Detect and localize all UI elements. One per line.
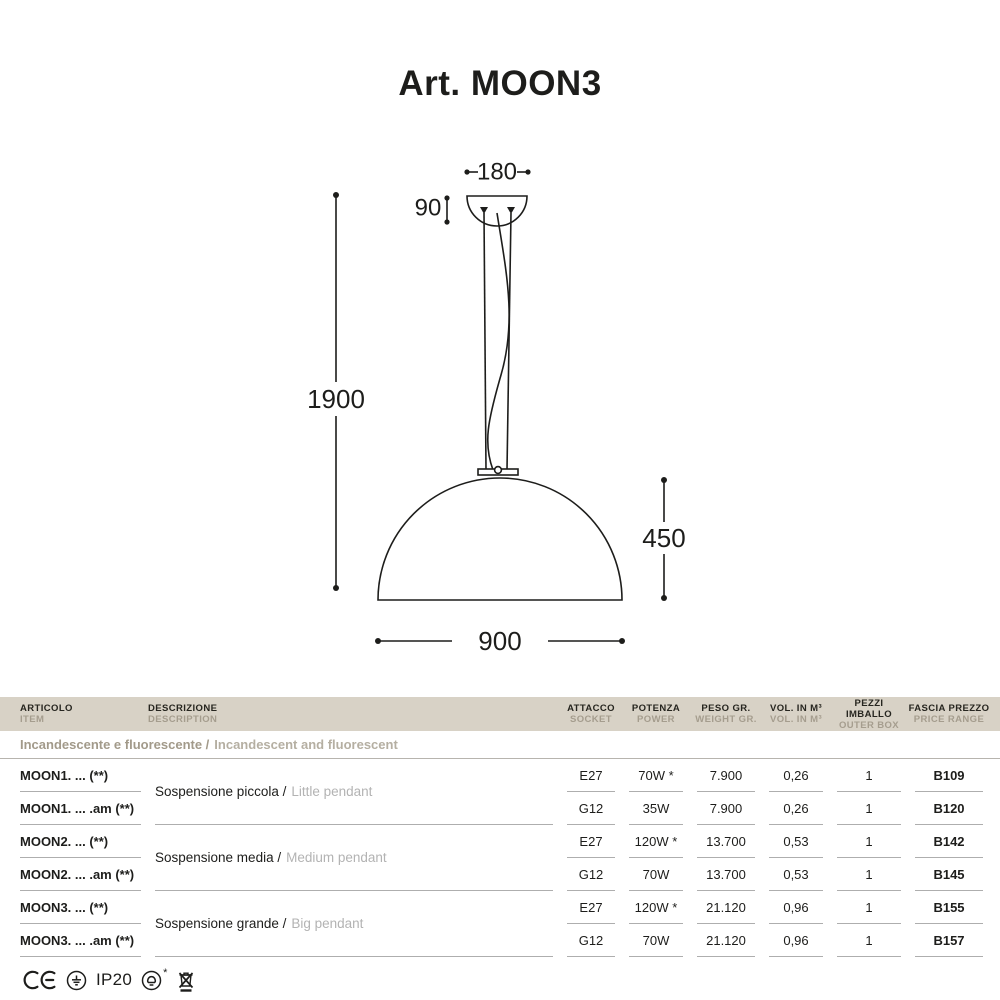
table-group-moon1 [0, 759, 1000, 825]
volume-cell: 0,53 [769, 825, 823, 858]
column-header-description: DESCRIZIONE DESCRIPTION [148, 703, 218, 725]
section-header-incandescent: Incandescente e fluorescente / Incandescent and fluorescent [0, 731, 1000, 759]
power-cord [488, 213, 509, 470]
weight-cell: 13.700 [697, 825, 755, 858]
power-cell: 120W * [629, 825, 683, 858]
page-title: Art. MOON3 [398, 64, 602, 103]
volume-cell: 0,53 [769, 858, 823, 891]
volume-cell: 0,96 [769, 924, 823, 957]
dome-shade-outline [378, 478, 622, 600]
column-header-socket: ATTACCO SOCKET [567, 703, 615, 725]
article-cell: MOON2. ... (**) [20, 825, 141, 858]
weee-crossed-bin-icon [176, 968, 196, 993]
volume-cell: 0,26 [769, 792, 823, 825]
weight-cell: 7.900 [697, 759, 755, 792]
specification-table [0, 697, 1000, 957]
weight-cell: 21.120 [697, 891, 755, 924]
volume-cell: 0,26 [769, 759, 823, 792]
dimension-label-180: 180 [476, 158, 518, 186]
article-cell: MOON1. ... .am (**) [20, 792, 141, 825]
column-header-pieces: PEZZI IMBALLO OUTER BOX [838, 697, 900, 731]
description-cell: Sospensione grande / Big pendant [155, 891, 553, 957]
socket-cell: G12 [567, 858, 615, 891]
price-cell: B142 [915, 825, 983, 858]
weight-cell: 13.700 [697, 858, 755, 891]
description-cell: Sospensione media / Medium pendant [155, 825, 553, 891]
pieces-cell: 1 [837, 891, 901, 924]
article-cell: MOON3. ... .am (**) [20, 924, 141, 957]
socket-cell: G12 [567, 924, 615, 957]
power-cell: 70W * [629, 759, 683, 792]
weight-cell: 7.900 [697, 792, 755, 825]
lamp-note-asterisk: * [163, 966, 168, 979]
pieces-cell: 1 [837, 759, 901, 792]
power-cell: 70W [629, 858, 683, 891]
dimension-canopy-height [444, 195, 449, 224]
certification-icons-row [20, 966, 196, 994]
power-cell: 35W [629, 792, 683, 825]
column-header-price: FASCIA PREZZO PRICE RANGE [908, 703, 990, 725]
column-header-power: POTENZA POWER [631, 703, 681, 725]
article-cell: MOON1. ... (**) [20, 759, 141, 792]
pendant-lamp-technical-drawing [0, 150, 1000, 680]
dimension-label-450: 450 [642, 523, 686, 553]
table-header-band [0, 697, 1000, 731]
price-cell: B145 [915, 858, 983, 891]
volume-cell: 0,96 [769, 891, 823, 924]
socket-cell: E27 [567, 825, 615, 858]
protection-class-earth-icon [66, 970, 87, 991]
pieces-cell: 1 [837, 924, 901, 957]
table-group-moon2 [0, 825, 1000, 891]
suspension-cable-left [484, 213, 486, 470]
socket-cell: E27 [567, 891, 615, 924]
dimension-label-90: 90 [414, 194, 442, 222]
column-header-article: ARTICOLO ITEM [20, 703, 73, 725]
socket-cell: G12 [567, 792, 615, 825]
pieces-cell: 1 [837, 792, 901, 825]
self-shielded-lamp-icon [141, 966, 168, 991]
ip-rating-label: IP20 [96, 970, 133, 989]
ce-mark-icon [20, 969, 57, 991]
price-cell: B120 [915, 792, 983, 825]
description-cell: Sospensione piccola / Little pendant [155, 759, 553, 825]
pieces-cell: 1 [837, 825, 901, 858]
shade-mounting-knob [495, 467, 502, 474]
dimension-label-900: 900 [478, 626, 522, 656]
dimension-label-1900: 1900 [307, 384, 365, 414]
ceiling-canopy-outline [467, 196, 527, 226]
table-group-moon3 [0, 891, 1000, 957]
price-cell: B155 [915, 891, 983, 924]
column-header-volume: VOL. IN M³ VOL. IN M³ [769, 703, 823, 725]
price-cell: B109 [915, 759, 983, 792]
column-header-weight: PESO GR. WEIGHT GR. [695, 703, 757, 725]
socket-cell: E27 [567, 759, 615, 792]
price-cell: B157 [915, 924, 983, 957]
power-cell: 70W [629, 924, 683, 957]
weight-cell: 21.120 [697, 924, 755, 957]
pieces-cell: 1 [837, 858, 901, 891]
article-cell: MOON3. ... (**) [20, 891, 141, 924]
power-cell: 120W * [629, 891, 683, 924]
article-cell: MOON2. ... .am (**) [20, 858, 141, 891]
